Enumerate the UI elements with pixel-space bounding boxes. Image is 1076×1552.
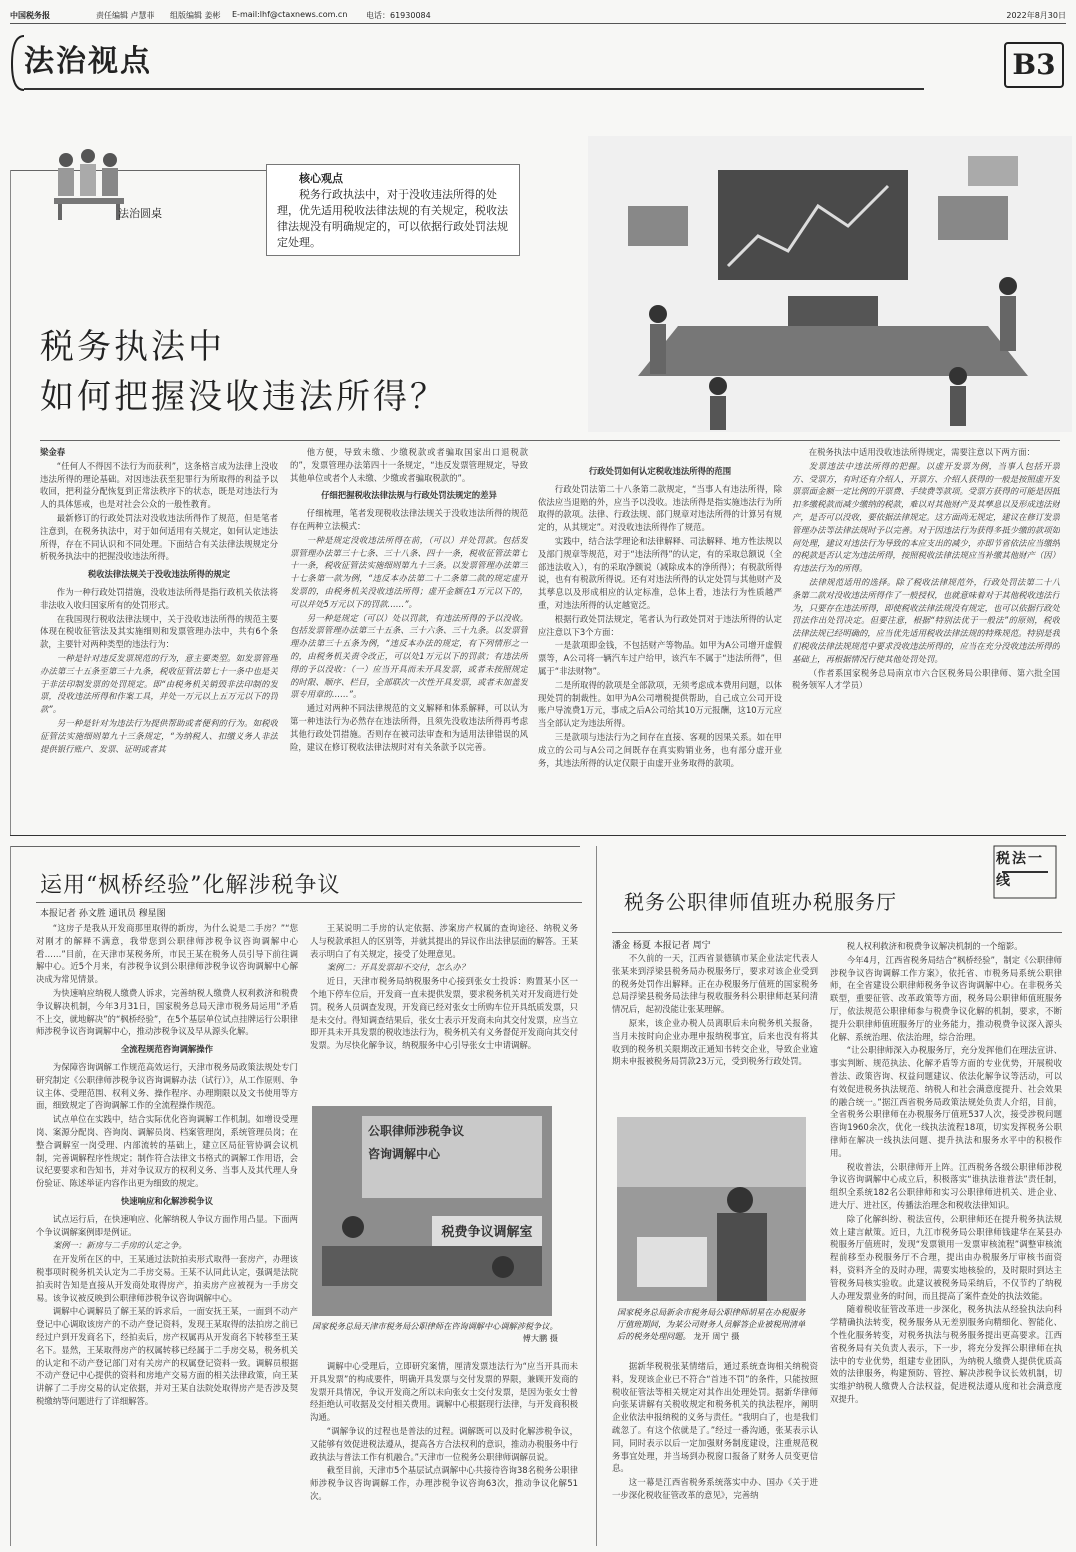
paragraph: 一种是针对违反发票规范的行为，意主要类型。如发票管理办法第三十五条至第三十九条，税收征管法第七十一条中也是关于非法印制发票的处罚规定。即“由税务机关销毁非法印制的发票，没收违法所得和作案工具，并处一万元以上五万元以下的罚款”。 bbox=[40, 652, 278, 715]
br-headline: 税务公职律师值班办税服务厅 bbox=[624, 890, 897, 914]
top-text-rule bbox=[40, 440, 1060, 441]
top-headline-line1: 税务执法中 bbox=[40, 327, 225, 367]
paragraph: 试点单位在实践中，结合实际优化咨询调解工作机制。如增设受理岗、案源分配岗、咨询岗、调解员岗、档案管理岗，系统管理员岗；在整合调解室一岗受理、内部流转的基础上，建立区局征管协调会议机制，完善调解程序性规定；制作符合法律文书格式的调解工作用语，会议纪要要求和告知书，并对争议双方的权利义务、当事人及其代理人身份验证、陈述举证内容作出更为细致的规定。 bbox=[36, 1114, 298, 1189]
hero-illustration bbox=[588, 136, 1072, 432]
paragraph: 实践中，结合法学理论和法律解释、司法解释、地方性法规以及部门规章等规范，对于“违法所得”的认定，有的采取总额说（全部违法收入），有的采取净额说（减除成本的净所得）；有税款所得说，也有有税款所得说。还有对违法所得的认定处罚与其他财产及其孳息以及形成相应的认定标准，总体上看，违法行为性质越严重，对违法所得的认定越宽泛。 bbox=[538, 535, 782, 610]
bl-caption bbox=[312, 1320, 558, 1344]
paragraph: 试点运行后，在快速响应、化解纳税人争议方面作用凸显。下面两个争议调解案例即是例证。 bbox=[36, 1213, 298, 1237]
bottom-column-divider bbox=[596, 846, 597, 1546]
paragraph: 根据行政处罚法规定，笔者认为行政处罚对于违法所得的认定应注意以下3个方面： bbox=[538, 613, 782, 637]
paragraph: 案例二：开具发票却不交付，怎么办？ bbox=[326, 962, 470, 973]
top-article-col-3 bbox=[538, 460, 782, 830]
top-headline-line2: 如何把握没收违法所得？ bbox=[40, 377, 447, 417]
paragraph: 不久前的一天，江西省景德镇市某企业法定代表人张某来到浮梁县税务局办税服务厅，要求对该企业受到的税务处罚作出解释。正在办税服务厅值班的国家税务总局浮梁县税务局法律与税收服务科公职律师赵某问清情况后，起初没能让张某理解。 bbox=[612, 953, 818, 1015]
bl-col-1 bbox=[36, 922, 298, 1542]
paragraph: 原来，该企业办税人员离职后未向税务机关报备，当月未按时向企业办理申报纳税事宜，后来也没有将其收到的税务机关限期改正通知书转交企业，导致企业逾期未申报被税务局罚款23万元，受到税务行政处罚。 bbox=[612, 1017, 818, 1067]
editor-credit: 责任编辑 卢慧菲 bbox=[96, 11, 155, 20]
paragraph: 为快速响应纳税人缴费人诉求，完善纳税人缴费人权利救济和税费争议解决机制，今年3月31日，国家税务总局天津市税务局运用“矛盾不上交，就地解决”的“枫桥经验”，在5个基层单位试点挂牌运行公职律师涉税争议咨询调解中心，推动涉税争议及早从源头化解。 bbox=[36, 987, 298, 1037]
masthead bbox=[10, 6, 1066, 24]
br-caption-text: 国家税务总局新余市税务局公职律师胡星在办税服务厅值班期间，为某公司财务人员解答企业被税刑清单后的税务处理问题。 bbox=[617, 1307, 806, 1341]
br-col-2 bbox=[830, 940, 1062, 1542]
paragraph: 在开发所在区的中，王某通过法院拍卖形式取得一套房产，办理该税事项时税务机关认定为二手房交易。王某不认同此认定，强调是法院拍卖时告知是直接从开发商处取得房产，拍卖房产应被视为一手房交易。该争议被反映到公职律师涉税争议咨询调解中心。 bbox=[36, 1254, 298, 1303]
paragraph: 另一种是规定（可以）处以罚款，有违法所得的予以没收。包括发票管理办法第三十五条、三十六条、三十九条。以发票管理办法第三十五条为例，“违反本办法的规定，有下列情形之一的，由税务机关责令改正，可以处1万元以下的罚款；有违法所得的予以没收：（一）应当开具而未开具发票，或者未按照规定的时限、顺序、栏目，全部联次一次性开具发票，或者未加盖发票专用章的……”。 bbox=[290, 612, 528, 700]
phone-credit: 电话：61930084 bbox=[366, 11, 431, 20]
bl-photo bbox=[312, 1106, 552, 1316]
br-col-1-top bbox=[612, 952, 818, 1110]
paragraph: “让公职律师深入办税服务厅，充分发挥他们在理法宣讲、事实判断、规范执法、化解矛盾等方面的专业优势，开展税收普法、政策咨询、权益问题建议、依法化解争议等活动，可以有效促进税务执法规范、纳税人和社会满意度提升、社会效果的融合统一。”据江西省税务局政策法规处负责人介绍，目前，全省税务公职律师在办税服务厅值班537人次，接受涉税问题咨询1960余次，优化一线执法流程18项，切实发挥税务公职律师在解决一线执法问题、提升执法和服务水平中的积极作用。 bbox=[830, 1045, 1062, 1158]
top-article-col-1 bbox=[40, 446, 278, 830]
photo-sign-text-2: 咨询调解中心 bbox=[368, 1147, 441, 1161]
paragraph: 发票违法中违法所得的把握。以虚开发票为例，当事人包括开票方、受票方，有时还有介绍人，开票方、介绍人获得的一般是按照虚开发票票面金额一定比例的开票费、手续费等款项。受票方获得的可能是因抵扣多缴税款而减少缴纳的税款，难以对其他财产及其孳息以及形成违法财产，是否可以没收，要依据法律规定。这方面尚无规定，建议在修订发票管理办法等法律法规时予以完善。对于因违法行为获得多抵少缴的款项如何处理，建议对违法行为导致的本应支出的减少，亦即节省依法应当缴纳的税款是否认定为违法所得，按照税收法律法规应当补缴其他财产（因）有违法行为的所得。 bbox=[792, 460, 1060, 574]
bl-col-2-bottom bbox=[310, 1360, 578, 1542]
photo-sign-text-3: 税费争议调解室 bbox=[432, 1216, 542, 1250]
paragraph: 税人权利救济和税费争议解决机制的一个缩影。 bbox=[846, 941, 1023, 951]
br-byline: 潘金 杨夏 本报记者 周宁 bbox=[612, 941, 711, 951]
paragraph: 随着税收征管改革进一步深化，税务执法从经验执法向科学精确执法转变，税务服务从无差别服务向精细化、智能化、个性化服务转变，对税务执法与税务服务提出更高要求。江西省税务局有关负责人表示，下一步，将充分发挥公职律师在执法中的专业优势，组建专业团队，为纳税人缴费人提供优质高效的法律服务，构建预防、管控、解决涉税争议长效机制，切实维护纳税人缴费人合法权益，促进税法遵从度和社会满意度双提升。 bbox=[830, 1304, 1062, 1404]
paragraph: 王某说明二手房的认定依据、涉案房产权属的查询途径、纳税义务人与税款承担人的区别等，并就其提出的异议作出法律层面的解答。王某表示明白了有关规定，接受了处理意见。 bbox=[310, 923, 578, 959]
core-viewpoint-text: 税务行政执法中，对于没收违法所得的处理，优先适用税收法律法规的有关规定，税收法律法规没有明确规定的，可以依据行政处罚法规定处理。 bbox=[277, 188, 508, 249]
email-credit: E-mail:lhf@ctaxnews.com.cn bbox=[232, 10, 348, 19]
paragraph: “这房子是我从开发商那里取得的新房，为什么说是二手房？”“您对刚才的解释不满意，我带您到公职律师涉税争议咨询调解中心看……”目前，在天津市某税务所，市民王某在税务人员引导下前往调解中心。近5个月来，有涉税争议到公职律师涉税争议咨询调解中心解决成为常见情景。 bbox=[36, 923, 298, 985]
br-photo bbox=[617, 1117, 806, 1301]
column-label: 法治圆桌 bbox=[118, 207, 162, 220]
bl-headline-rule bbox=[36, 902, 582, 903]
br-col-1-bottom bbox=[612, 1360, 818, 1542]
layout-credit: 组版编辑 姜彬 bbox=[170, 11, 221, 20]
paragraph: 二是所取得的款项是全部款项，无须考虑成本费用问题，以体现处罚的制裁性。如甲为A公司增税提供帮助，自己成立公司开设账户导流费1万元，事成之后A公司给其10万元报酬，这10万元应当全部认定为违法所得。 bbox=[538, 679, 782, 729]
paragraph: 通过对两种不同法律规范的文义解释和体系解释，可以认为第一种违法行为必然存在违法所得，且须先没收违法所得再考虑其他行政处罚措施。否则存在被司法审查和为适用法律错误的风险，建议在修订税收法律法规时对有关条款予以完善。 bbox=[290, 703, 528, 752]
paragraph: 一种是规定没收违法所得在前，（可以）并处罚款。包括发票管理办法第三十七条、三十八条、四十一条，税收征管法第七十一条，税收征管法实施细则第九十三条。以发票管理办法第三十七条第一款为例，“违反本办法第二十二条第二款的规定虚开发票的，由税务机关没收违法所得；虚开金额在1万元以下的，可以并处5万元以下的罚款……”。 bbox=[290, 534, 528, 609]
paragraph: 作为一种行政处罚措施，没收违法所得是指行政机关依法将非法收入收归国家所有的处罚形式。 bbox=[40, 586, 278, 610]
paragraph: 在我国现行税收法律法规中，关于没收违法所得的规范主要体现在税收征管法及其实施细则和发票管理办法中，共有6个条款，主要针对两种类型的违法行为： bbox=[40, 613, 278, 650]
author-note: （作者系国家税务总局南京市六合区税务局公职律师、第六批全国税务领军人才学员） bbox=[792, 667, 1060, 691]
photo-sign-board bbox=[362, 1116, 542, 1198]
paragraph: “调解争议的过程也是普法的过程。调解既可以及时化解涉税争议，又能够有效促进税法遵从，提高各方合法权利的意识，推动办税服务中行政执法与普法工作有机融合。”天津市一位税务公职律师调解员说。 bbox=[310, 1425, 578, 1462]
page-code: B3 bbox=[1004, 42, 1064, 88]
paragraph: 近日，天津市税务局纳税服务中心接到张女士投诉：购置某小区一个地下停车位后，开发商一直未提供发票，要求税务机关对开发商进行处罚。税务人员调查发现，开发商已经对张女士所购车位开具纸质发票，只是未交付。得知调查结果后，张女士表示开发商未向其交付发票，应当立即开具未开具发票的税收违法行为，税务机关有义务督促开发商向其交付发票。为尽快化解争议，纳税服务中心引导张女士申请调解。 bbox=[310, 976, 578, 1051]
bl-caption-text: 国家税务总局天津市税务局公职律师在咨询调解中心调解涉税争议。 bbox=[312, 1321, 558, 1331]
top-headline bbox=[40, 322, 447, 422]
author: 梁金春 bbox=[40, 447, 66, 457]
issue-date: 2022年8月30日 bbox=[1006, 11, 1066, 20]
paragraph: 法律规范适用的选择。除了税收法律规范外，行政处罚法第二十八条第二款对没收违法所得作了一般授权，也就意味着对于其他税收违法行为，只要存在违法所得，即使税收法律法规没有规定，也可以依据行政处罚法作出处罚决定。但要注意，根据“特别法优于一般法”的原则，税收法律法规已经明确的，应当优先适用税收法律法规的特殊规范。特别是我们税收法律法规规范中要求没收违法所得的，应当在充分没收违法所得的基础上，再根据情况行使其他处罚处罚。 bbox=[792, 576, 1060, 664]
paragraph: 最新修订的行政处罚法对没收违法所得作了规范，但是笔者注意到，在税务执法中，对于如何适用有关规定，如何认定违法所得，存在不同认识和不同处理。下面结合有关法律法规规定分析税务执法中的把握没收违法所得。 bbox=[40, 512, 278, 562]
paragraph: 这一幕是江西省税务系统落实中办、国办《关于进一步深化税收征管改革的意见》，完善纳 bbox=[612, 1477, 818, 1500]
bl-col-2-top bbox=[310, 922, 578, 1102]
mid-divider bbox=[10, 835, 1066, 836]
paragraph: 税收普法，公职律师开上阵。江西税务各级公职律师涉税争议咨询调解中心成立后，积极落实“谁执法谁普法”责任制，组织全系统182名公职律师和实习公职律师进机关、进企业、进大厅、进社区，传播法治理念和税收法律知识。 bbox=[830, 1161, 1062, 1210]
paragraph: 为保障咨询调解工作规范高效运行，天津市税务局政策法规处专门研究制定《公职律师涉税争议咨询调解办法（试行）》，从工作原则、争议主体、受理范围、权利义务、操作程序、办理期限以及文书使用等方面，细致规定了咨询调解工作的全流程操作规范。 bbox=[36, 1061, 298, 1111]
paragraph: 除了化解纠纷、税法宣传，公职律师还在提升税务执法规效上建言献策。近日，九江市税务局公职律师钱建华在某县办税服务厅值班时，发现“发票锁用一发票审核流程”调整审核流程前移至办税服务厅不合理，提出由办税服务厅审核书面资料，资料齐全的及时办理，需要实地核验的，及时限时到达主管税务局核实验收。此建议被税务局采纳后，不仅节约了纳税人办理发票业务的时间，而且提高了案件查处的执法效能。 bbox=[830, 1213, 1062, 1301]
core-viewpoint-title: 核心观点 bbox=[299, 172, 343, 185]
bl-left-rule bbox=[10, 846, 11, 1546]
paragraph: 行政处罚法第二十八条第二款规定，“当事人有违法所得，除依法应当退赔的外，应当予以没收。违法所得是指实施违法行为所取得的款项。法律、行政法规、部门规章对违法所得的计算另有规定的，从其规定”。对没收违法所得作了规范。 bbox=[538, 483, 782, 533]
br-caption bbox=[617, 1306, 811, 1342]
core-viewpoint-box bbox=[266, 164, 520, 256]
paragraph: 仔细梳理，笔者发现税收法律法规关于没收违法所得的规范存在两种立法模式： bbox=[290, 508, 528, 531]
paper-name: 中国税务报 bbox=[10, 11, 50, 20]
paragraph: 在税务执法中适用没收违法所得规定，需要注意以下两方面： bbox=[808, 447, 1035, 457]
bl-top-rule bbox=[10, 846, 580, 847]
paragraph: 今年4月，江西省税务局结合“枫桥经验”，制定《公职律师涉税争议咨询调解工作方案》，依托省、市税务局系统公职律师，在全省建设公职律师税务争议咨询调解中心。在非税务关联型，重要征管、改革政策等方面，税务局公职律师值班服务厅，依法规范公职律师参与税费争议化解的机制，要求，不断提升公职律师值班服务厅的业务能力，推动税费争议深入源头化解、系统治理、依法治理，综合治理。 bbox=[830, 954, 1062, 1042]
subheading: 税收法律法规关于没收违法所得的规定 bbox=[87, 569, 231, 580]
paragraph: “任何人不得因不法行为而获利”，这条格言成为法律上没收违法所得的理论基础。对因违法获至犯罪行为所取得的利益予以收回，把利益分配恢复到正常法秩序下的状态，既是对违法行为人的具体惩戒，也是对社会公众的一般性教育。 bbox=[40, 460, 278, 510]
paragraph: 调解中心受理后，立即研究案情，厘清发票违法行为“应当开具而未开具发票”的构成要件，明确开具发票与交付发票的界限，兼顾开发商的发票开具情况，争议开发商之所以未向张女士交付发票，是因为张女士曾经拒绝认可收据及交付相关费用。调解中心根据现行法律，与开发商积极沟通。 bbox=[310, 1361, 578, 1423]
paragraph: 他方便，导致未缴、少缴税款或者骗取国家出口退税款的”，发票管理办法第四十一条规定，“违反发票管理规定，导致其他单位或者个人未缴、少缴或者骗取税款的”。 bbox=[290, 447, 528, 483]
paragraph: 据新华税税张某情绪后，通过系统查询相关纳税资料，发现该企业已不符合“首违不罚”的条件，只能按照税收征管法等相关规定对其作出处理处罚。据新华律师向张某讲解有关税收规定和税务机关的执法程序，阐明企业依法申报纳税的义务与责任。“我明白了，也是我们疏忽了。有这个依就是了。”经过一番沟通，张某表示认同，同时表示以后一定加强财务制度建设，注重规范税务事宜处理，并当场到办税窗口报备了财务人员变更信息。 bbox=[612, 1361, 818, 1474]
br-caption-credit: 龙开 周宁 摄 bbox=[693, 1331, 740, 1341]
tax-law-column-logo-text: 税法一线 bbox=[996, 851, 1044, 889]
paragraph: 截至目前，天津市5个基层试点调解中心共接待咨询38名税务公职律师涉税争议咨询调解工作，办理涉税争议咨询63次，推动争议化解51次。 bbox=[310, 1465, 578, 1501]
subheading: 快速响应和化解涉税争议 bbox=[120, 1195, 214, 1206]
paragraph: 案例一：新房与二手房的认定之争。 bbox=[52, 1240, 187, 1251]
paragraph: 调解中心调解员了解王某的诉求后，一面安抚王某，一面到不动产登记中心调取该房产的不动产登记资料，发现王某取得的法拍房之前已经过户到开发商名下，经拍卖后，房产权属再从开发商名下转移至王某名下。显然，王某取得房产的权属转移已经属于二手房交易，税务机关的认定和不动产登记部门对有关房产的权属登记资料一致。调解员根据不动产登记中心提供的资料和房地产交易方面的相关法律政策，向王某讲解了二手房交易的认定依据，并对王某自法院处取得房产是否涉及契税缴纳等问题进行了详细解答。 bbox=[36, 1306, 298, 1406]
subheading: 全流程规范咨询调解操作 bbox=[120, 1044, 214, 1055]
bl-caption-credit: 傅大鹏 摄 bbox=[522, 1333, 558, 1343]
section-title: 法治视点 bbox=[24, 44, 152, 79]
paragraph: 三是款项与违法行为之间存在直接、客观的因果关系。如在甲成立的公司与A公司之间既存在真实购销业务，也有部分虚开业务，其违法所得的认定仅限于由虚开业务取得的款项。 bbox=[538, 731, 782, 768]
br-headline-rule bbox=[612, 932, 1062, 933]
bl-byline: 本报记者 孙文胜 通讯员 穆星图 bbox=[40, 909, 166, 919]
paragraph: 另一种是针对为违法行为提供帮助或者便利的行为。如税收征管法实施细则第九十三条规定，“为纳税人、扣缴义务人非法提供银行账户、发票、证明或者其 bbox=[40, 717, 278, 754]
subheading: 行政处罚如何认定税收违法所得的范围 bbox=[588, 466, 732, 476]
photo-sign-text-1: 公职律师涉税争议 bbox=[368, 1124, 465, 1138]
subheading: 仔细把握税收法律法规与行政处罚法规定的差异 bbox=[321, 490, 497, 501]
top-article-col-4 bbox=[792, 446, 1060, 830]
section-rule bbox=[24, 88, 924, 90]
top-rule-left-vertical bbox=[10, 170, 11, 835]
section-header bbox=[10, 30, 1066, 100]
top-article-col-2 bbox=[290, 446, 528, 830]
bl-headline: 运用“枫桥经验”化解涉税争议 bbox=[40, 873, 341, 898]
paragraph: 一是款项即金钱，不包括财产等物品。如甲为A公司增开虚假票等，A公司将一辆汽车过户给甲，该汽车不属于“违法所得”，但属于“非法财物”。 bbox=[538, 640, 782, 676]
